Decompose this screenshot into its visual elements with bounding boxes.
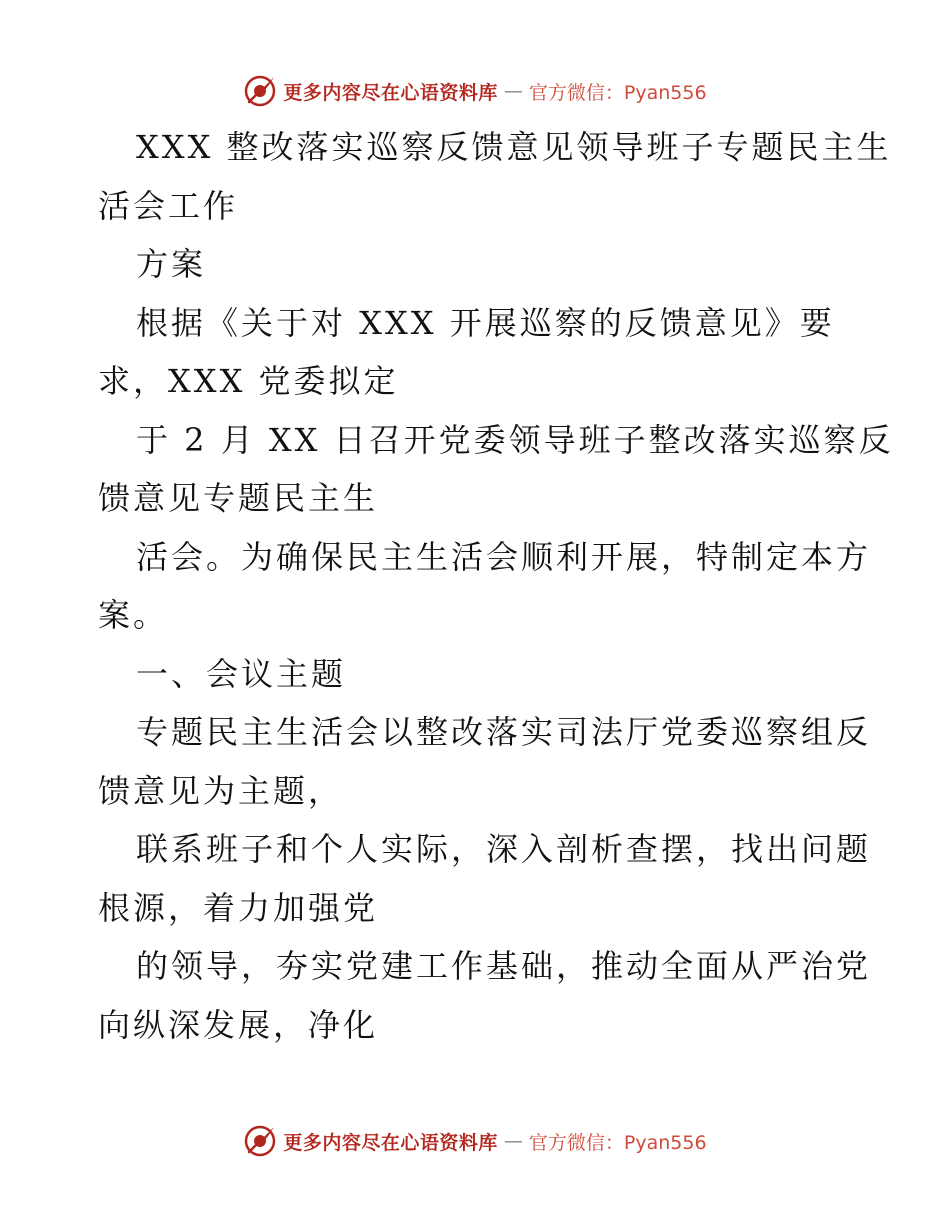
watermark-separator: —	[503, 1130, 523, 1152]
watermark-account: 官方微信：Pyan556	[528, 1131, 707, 1154]
document-line: XXX 整改落实巡察反馈意见领导班子专题民主生	[136, 128, 892, 166]
document-line: 于 2 月 XX 日召开党委领导班子整改落实巡察反	[136, 420, 894, 459]
document-line: 方案	[136, 245, 207, 283]
document-line: 案。	[98, 596, 169, 634]
document-line: 专题民主生活会以整改落实司法厅党委巡察组反	[136, 713, 872, 751]
document-line: 向纵深发展，净化	[98, 1005, 379, 1044]
document-body	[98, 118, 894, 1054]
footer-watermark	[0, 1124, 950, 1158]
document-line: 活会工作	[98, 186, 239, 225]
watermark-account: 官方微信：Pyan556	[528, 81, 707, 104]
watermark-text: 更多内容尽在心语资料库	[283, 1131, 498, 1154]
document-line: 馈意见专题民主生	[98, 479, 379, 517]
circle-quill-logo-icon	[243, 74, 277, 108]
document-line: 根据《关于对 XXX 开展巡察的反馈意见》要	[136, 303, 835, 342]
document-line: 联系班子和个人实际，深入剖析查摆，找出问题	[136, 830, 872, 868]
document-line: 活会。为确保民主生活会顺利开展，特制定本方	[136, 537, 872, 576]
watermark-separator: —	[503, 80, 523, 102]
document-line: 根源，着力加强党	[98, 888, 379, 927]
header-watermark	[0, 74, 950, 108]
document-line: 馈意见为主题，	[98, 771, 344, 810]
document-line: 的领导，夯实党建工作基础，推动全面从严治党	[136, 947, 872, 985]
watermark-text: 更多内容尽在心语资料库	[283, 81, 498, 104]
document-line: 一、会议主题	[136, 654, 347, 693]
document-line: 求，XXX 党委拟定	[98, 362, 399, 400]
circle-quill-logo-icon	[243, 1124, 277, 1158]
